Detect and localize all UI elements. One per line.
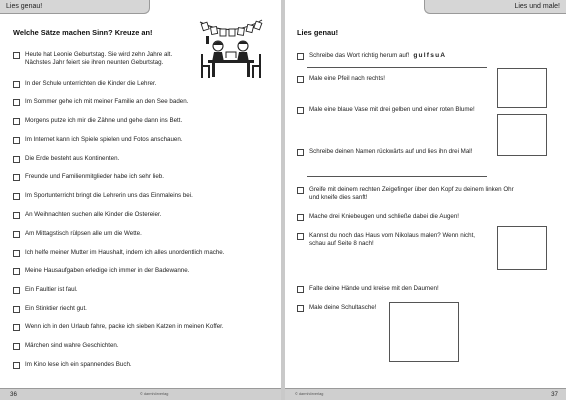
list-item [297,75,385,83]
list-item [13,155,119,163]
right-page [285,0,566,400]
item-line: Kannst du noch das Haus vom Nikolaus malen? Wenn nicht, [309,232,476,239]
list-item [13,98,188,106]
checkbox[interactable] [13,306,20,313]
checkbox[interactable] [297,305,304,312]
right-page-footer [285,388,566,400]
scrambled-word: gulfsuA [413,52,447,59]
list-item [297,213,459,221]
item-text: Schreibe das Wort richtig herum auf! [309,52,410,59]
item-line: schau auf Seite 8 nach! [309,240,374,248]
list-item [13,267,189,275]
item-text: Freunde und Familienmitglieder habe ich sehr lieb. [25,173,164,180]
writing-line[interactable] [307,67,487,68]
item-text: Im Sommer gehe ich mit meiner Familie an den See baden. [25,98,189,105]
checkbox[interactable] [297,214,304,221]
item-text [309,232,475,249]
list-item [13,192,193,200]
right-page-tab: Lies und male! [424,0,566,14]
publisher-mark: © darmhörverlag [140,392,169,396]
checkbox[interactable] [13,99,20,106]
checkbox[interactable] [297,53,304,60]
item-text: Schreibe deinen Namen rückwärts auf und lies ihn drei Mal! [309,148,473,155]
item-text: Morgens putze ich mir die Zähne und gehe dann ins Bett. [25,117,183,124]
list-item [13,342,119,350]
checkbox[interactable] [297,187,304,194]
list-item [13,249,224,257]
item-line: Heute hat Leonie Geburtstag. Sie wird zehn Jahre alt. [25,51,173,58]
item-text: Wenn ich in den Urlaub fahre, packe ich sieben Katzen in meinen Koffer. [25,323,224,330]
checkbox[interactable] [13,343,20,350]
item-text: Meine Hausaufgaben erledige ich immer in der Badewanne. [25,267,190,274]
left-page-footer [0,388,281,400]
checkbox[interactable] [13,81,20,88]
writing-line[interactable] [307,176,487,177]
checkbox[interactable] [13,250,20,257]
checkbox[interactable] [13,287,20,294]
item-text: Die Erde besteht aus Kontinenten. [25,155,120,162]
checkbox[interactable] [13,174,20,181]
item-text: Im Sportunterricht bringt die Lehrerin uns das Einmaleins bei. [25,192,193,199]
item-text: Male eine blaue Vase mit drei gelben und einer roten Blume! [309,106,475,113]
list-item [13,361,132,369]
item-text: Male eine Pfeil nach rechts! [309,75,386,82]
item-line: Greife mit deinem rechten Zeigefinger über den Kopf zu deinem linken Ohr [309,186,514,193]
right-page-heading: Lies genau! [297,28,339,37]
list-item [297,148,472,156]
page-number: 36 [10,391,17,398]
item-text: Ein Stinktier riecht gut. [25,305,87,312]
item-text: In der Schule unterrichten die Kinder die Lehrer. [25,80,157,87]
left-page [0,0,281,400]
item-text: Am Mittagstisch rülpsen alle um die Wette. [25,230,142,237]
list-item [13,286,78,294]
page-number: 37 [551,391,558,398]
checkbox[interactable] [13,137,20,144]
list-item [13,117,182,125]
list-item [13,136,183,144]
checkbox[interactable] [13,212,20,219]
list-item [13,173,164,181]
list-item [13,230,142,238]
drawing-box-schoolbag[interactable] [389,302,459,362]
checkbox[interactable] [297,107,304,114]
item-text [25,51,172,68]
left-page-heading: Welche Sätze machen Sinn? Kreuze an! [13,28,153,37]
list-item [297,232,475,249]
item-text: An Weihnachten suchen alle Kinder die Ostereier. [25,211,162,218]
list-item [13,80,156,88]
checkbox[interactable] [13,324,20,331]
publisher-mark: © darmhörverlag [295,392,324,396]
list-item [297,186,514,203]
item-text: Ich helfe meiner Mutter im Haushalt, indem ich alles unordentlich mache. [25,249,225,256]
item-line: Nächstes Jahr feiert sie ihren neunten Geburtstag. [25,59,164,67]
list-item [13,323,224,331]
checkbox[interactable] [13,268,20,275]
checkbox[interactable] [13,52,20,59]
item-text: Im Internet kann ich Spiele spielen und Fotos anschauen. [25,136,183,143]
item-text: Falte deine Hände und kreise mit den Daumen! [309,285,439,292]
item-text: Märchen sind wahre Geschichten. [25,342,119,349]
item-text [309,186,514,203]
checkbox[interactable] [13,193,20,200]
list-item [297,106,475,114]
list-item [297,285,439,293]
list-item [297,304,376,312]
item-text: Male deine Schultasche! [309,304,377,311]
item-text: Im Kino lese ich ein spannendes Buch. [25,361,132,368]
drawing-box-nikolaus-house[interactable] [497,226,547,270]
drawing-box-vase[interactable] [497,114,547,156]
checkbox[interactable] [297,233,304,240]
item-line: und kneife dies sanft! [309,194,368,202]
checkbox[interactable] [297,286,304,293]
item-text: Ein Faultier ist faul. [25,286,78,293]
checkbox[interactable] [297,149,304,156]
list-item [13,51,172,68]
checkbox[interactable] [13,118,20,125]
list-item [297,52,446,60]
drawing-box-arrow[interactable] [497,68,547,108]
checkbox[interactable] [13,156,20,163]
item-text: Mache drei Kniebeugen und schließe dabei die Augen! [309,213,459,220]
list-item [13,211,161,219]
left-page-tab: Lies genau! [0,0,150,14]
checkbox[interactable] [297,76,304,83]
checkbox[interactable] [13,231,20,238]
checkbox[interactable] [13,362,20,369]
kids-at-table-illustration [196,14,266,82]
list-item [13,305,87,313]
